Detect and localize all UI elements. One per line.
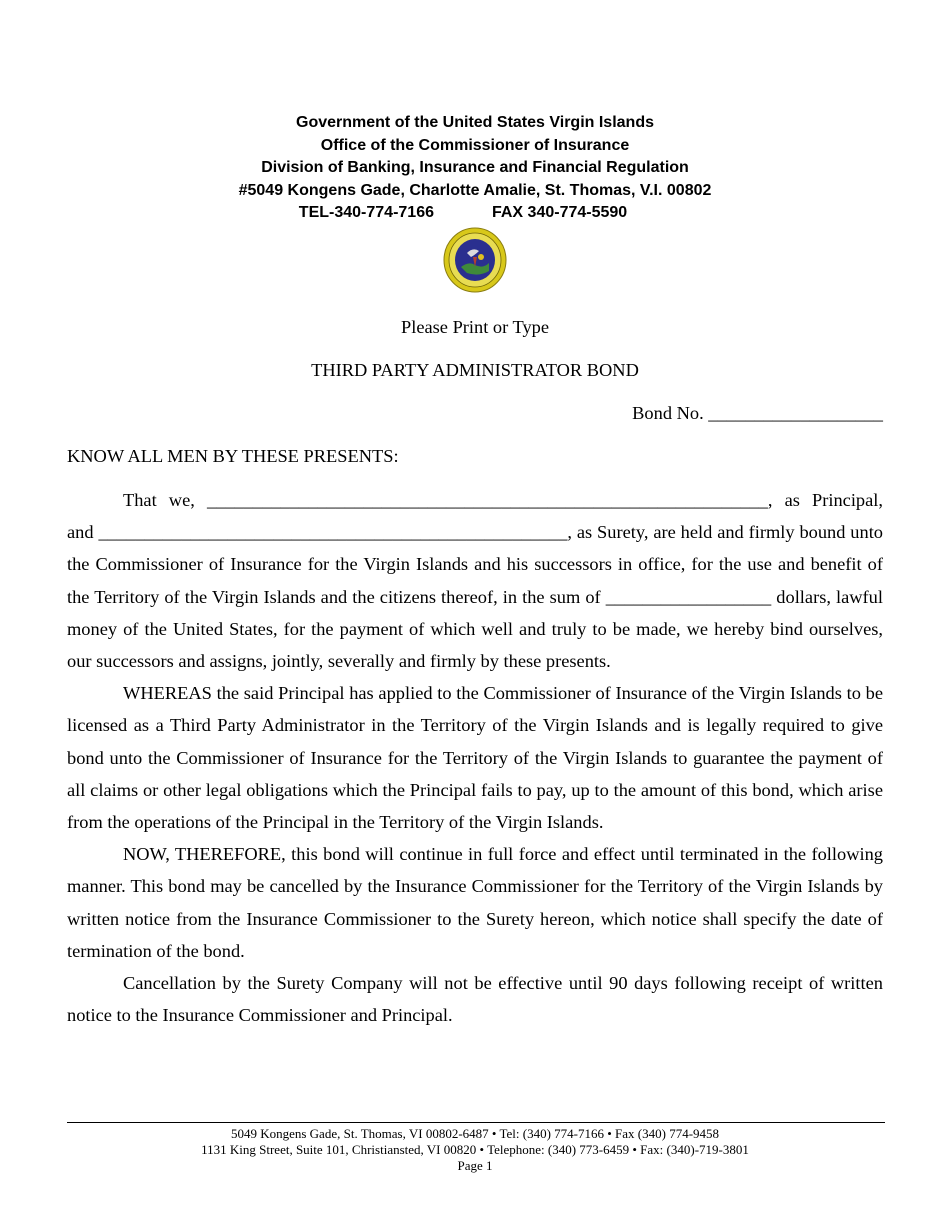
document-title: THIRD PARTY ADMINISTRATOR BOND — [311, 360, 639, 380]
letterhead-office: Office of the Commissioner of Insurance — [320, 136, 630, 154]
seal-icon — [443, 227, 507, 293]
letterhead-division: Division of Banking, Insurance and Financial Regulation — [261, 159, 689, 177]
letterhead-address: #5049 Kongens Gade, Charlotte Amalie, St. Thomas, V.I. 00802 — [238, 181, 712, 199]
surety-blank: ___________________________________________________ — [98, 522, 568, 543]
know-all-heading: KNOW ALL MEN BY THESE PRESENTS: — [67, 446, 399, 466]
paragraph-parties: That we, _____________________________________________________________, as Principal, and ___________________________________________________, as Surety, are held and firmly bound unto the Commissioner of Insurance for the Virgin Islands and his successors in office, for the use and benefit of the Territory of the Virgin Islands and the citizens thereof, in the sum of __________________ dollars, lawful money of the United States, for the payment of which well and truly to be made, we hereby bind ourselves, our successors and assigns, jointly, severally and firmly by these presents. — [67, 490, 883, 672]
print-instruction: Please Print or Type — [400, 317, 550, 337]
bond-body — [67, 484, 883, 1031]
letterhead-government: Government of the United States Virgin Islands — [296, 114, 654, 131]
footer-divider — [67, 1122, 885, 1123]
letterhead-fax: FAX 340-774-5590 — [491, 204, 628, 222]
paragraph-now-therefore: NOW, THEREFORE, this bond will continue in full force and effect until terminated in the following manner. This bond may be cancelled by the Insurance Commissioner for the Territory of the Virgin Islands by written notice from the Insurance Commissioner to the Surety hereon, which notice shall specify the date of termination of the bond. — [67, 844, 883, 961]
letterhead-tel: TEL-340-774-7166 — [298, 204, 434, 222]
page-number: Page 1 — [457, 1158, 493, 1173]
bond-number — [632, 403, 883, 424]
paragraph-whereas: WHEREAS the said Principal has applied to the Commissioner of Insurance of the Virgin Islands to be licensed as a Third Party Administrator in the Territory of the Virgin Islands and is legally required to give bond unto the Commissioner of Insurance for the Territory of the Virgin Islands to guarantee the payment of all claims or other legal obligations which the Principal fails to pay, up to the amount of this bond, which arise from the operations of the Principal in the Territory of the Virgin Islands. — [67, 683, 883, 833]
bond-number-label: Bond No. — [632, 403, 709, 423]
letterhead-contact — [0, 202, 950, 225]
letterhead — [0, 112, 950, 225]
paragraph-cancellation: Cancellation by the Surety Company will not be effective until 90 days following receipt of written notice to the Insurance Commissioner and Principal. — [67, 973, 883, 1026]
footer-st-thomas-address: 5049 Kongens Gade, St. Thomas, VI 00802-6487 • Tel: (340) 774-7166 • Fax (340) 774-9458 — [230, 1126, 720, 1141]
footer-st-croix-address: 1131 King Street, Suite 101, Christiansted, VI 00820 • Telephone: (340) 773-6459 • Fax: (340)-719-3801 — [201, 1142, 749, 1157]
principal-blank: _____________________________________________________________ — [206, 490, 768, 510]
footer — [0, 1126, 950, 1174]
bond-number-blank: ___________________ — [708, 403, 883, 423]
sum-blank: __________________ — [605, 586, 772, 607]
